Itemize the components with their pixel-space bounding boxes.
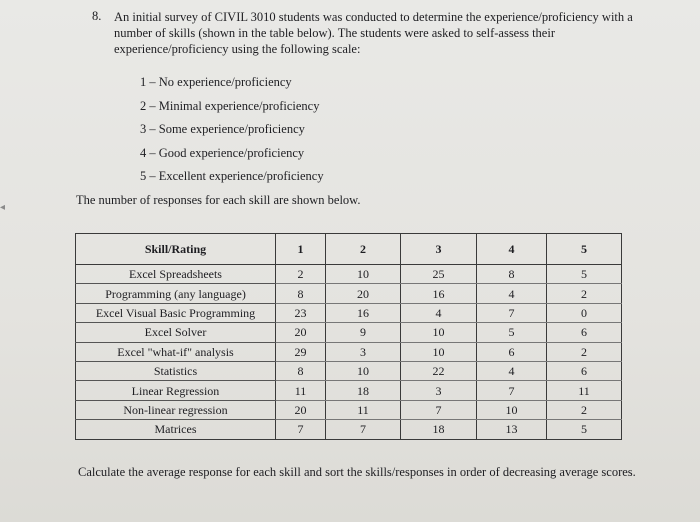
scale-item-5: 5 – Excellent experience/proficiency bbox=[140, 169, 324, 183]
rating-3-count-cell: 10 bbox=[401, 323, 477, 342]
rating-5-count-cell: 5 bbox=[547, 265, 622, 284]
table-row bbox=[76, 265, 622, 284]
rating-4-count-cell: 7 bbox=[477, 303, 547, 322]
scale-item-1: 1 – No experience/proficiency bbox=[140, 75, 292, 89]
table-row bbox=[76, 284, 622, 303]
rating-4-count-cell: 5 bbox=[477, 323, 547, 342]
rating-3-count-cell: 7 bbox=[401, 400, 477, 419]
rating-4-count-cell: 7 bbox=[477, 381, 547, 400]
rating-2-count-cell: 10 bbox=[326, 265, 401, 284]
rating-1-count-cell: 8 bbox=[276, 284, 326, 303]
table-row bbox=[76, 420, 622, 439]
question-number: 8. bbox=[92, 9, 102, 23]
rating-3-count-cell: 10 bbox=[401, 342, 477, 361]
rating-1-count-cell: 11 bbox=[276, 381, 326, 400]
skill-name-cell: Excel Solver bbox=[76, 323, 276, 342]
skill-name-cell: Excel Visual Basic Programming bbox=[76, 303, 276, 322]
rating-4-count-cell: 4 bbox=[477, 284, 547, 303]
rating-5-count-cell: 2 bbox=[547, 284, 622, 303]
header-skill-rating: Skill/Rating bbox=[76, 234, 276, 265]
rating-1-count-cell: 8 bbox=[276, 361, 326, 380]
rating-4-count-cell: 8 bbox=[477, 265, 547, 284]
table-header-row bbox=[76, 234, 622, 265]
skill-name-cell: Matrices bbox=[76, 420, 276, 439]
rating-1-count-cell: 7 bbox=[276, 420, 326, 439]
rating-5-count-cell: 2 bbox=[547, 342, 622, 361]
rating-2-count-cell: 9 bbox=[326, 323, 401, 342]
rating-5-count-cell: 0 bbox=[547, 303, 622, 322]
rating-5-count-cell: 5 bbox=[547, 420, 622, 439]
rating-3-count-cell: 4 bbox=[401, 303, 477, 322]
scale-item-4: 4 – Good experience/proficiency bbox=[140, 145, 305, 160]
table-row bbox=[76, 303, 622, 322]
skill-name-cell: Linear Regression bbox=[76, 381, 276, 400]
rating-scale bbox=[140, 74, 324, 192]
question-prompt: An initial survey of CIVIL 3010 students was conducted to determine the experience/proficiency with a number of skills (shown in the table below). The students were asked to self-assess their experience/proficiency using the following scale: bbox=[114, 10, 633, 56]
header-rating-2: 2 bbox=[326, 234, 401, 265]
table-row bbox=[76, 342, 622, 361]
rating-3-count-cell: 3 bbox=[401, 381, 477, 400]
skill-name-cell: Excel "what-if" analysis bbox=[76, 342, 276, 361]
table-row bbox=[76, 400, 622, 419]
rating-2-count-cell: 3 bbox=[326, 342, 401, 361]
header-rating-5: 5 bbox=[547, 234, 622, 265]
rating-3-count-cell: 22 bbox=[401, 361, 477, 380]
rating-3-count-cell: 18 bbox=[401, 420, 477, 439]
rating-3-count-cell: 25 bbox=[401, 265, 477, 284]
rating-1-count-cell: 20 bbox=[276, 323, 326, 342]
skill-name-cell: Statistics bbox=[76, 361, 276, 380]
skill-name-cell: Excel Spreadsheets bbox=[76, 265, 276, 284]
rating-2-count-cell: 20 bbox=[326, 284, 401, 303]
instruction-text: Calculate the average response for each skill and sort the skills/responses in order of decreasing average scores. bbox=[78, 465, 636, 479]
rating-2-count-cell: 16 bbox=[326, 303, 401, 322]
table-row bbox=[76, 361, 622, 380]
header-rating-3: 3 bbox=[401, 234, 477, 265]
rating-5-count-cell: 11 bbox=[547, 381, 622, 400]
rating-1-count-cell: 29 bbox=[276, 342, 326, 361]
skill-name-cell: Non-linear regression bbox=[76, 400, 276, 419]
header-rating-4: 4 bbox=[477, 234, 547, 265]
scale-item-3: 3 – Some experience/proficiency bbox=[140, 122, 305, 136]
rating-5-count-cell: 6 bbox=[547, 361, 622, 380]
header-rating-1: 1 bbox=[276, 234, 326, 265]
rating-2-count-cell: 7 bbox=[326, 420, 401, 439]
rating-2-count-cell: 11 bbox=[326, 400, 401, 419]
rating-5-count-cell: 6 bbox=[547, 323, 622, 342]
rating-1-count-cell: 2 bbox=[276, 265, 326, 284]
scale-item-2: 2 – Minimal experience/proficiency bbox=[140, 98, 320, 113]
rating-4-count-cell: 6 bbox=[477, 342, 547, 361]
rating-2-count-cell: 18 bbox=[326, 381, 401, 400]
rating-4-count-cell: 4 bbox=[477, 361, 547, 380]
skills-table bbox=[75, 233, 622, 440]
rating-4-count-cell: 13 bbox=[477, 420, 547, 439]
rating-3-count-cell: 16 bbox=[401, 284, 477, 303]
rating-1-count-cell: 20 bbox=[276, 400, 326, 419]
rating-1-count-cell: 23 bbox=[276, 303, 326, 322]
skill-name-cell: Programming (any language) bbox=[76, 284, 276, 303]
rating-2-count-cell: 10 bbox=[326, 361, 401, 380]
page-edge-mark: ◂ bbox=[0, 202, 6, 213]
table-row bbox=[76, 381, 622, 400]
rating-5-count-cell: 2 bbox=[547, 400, 622, 419]
table-row bbox=[76, 323, 622, 342]
table-intro: The number of responses for each skill are shown below. bbox=[76, 193, 361, 207]
rating-4-count-cell: 10 bbox=[477, 400, 547, 419]
